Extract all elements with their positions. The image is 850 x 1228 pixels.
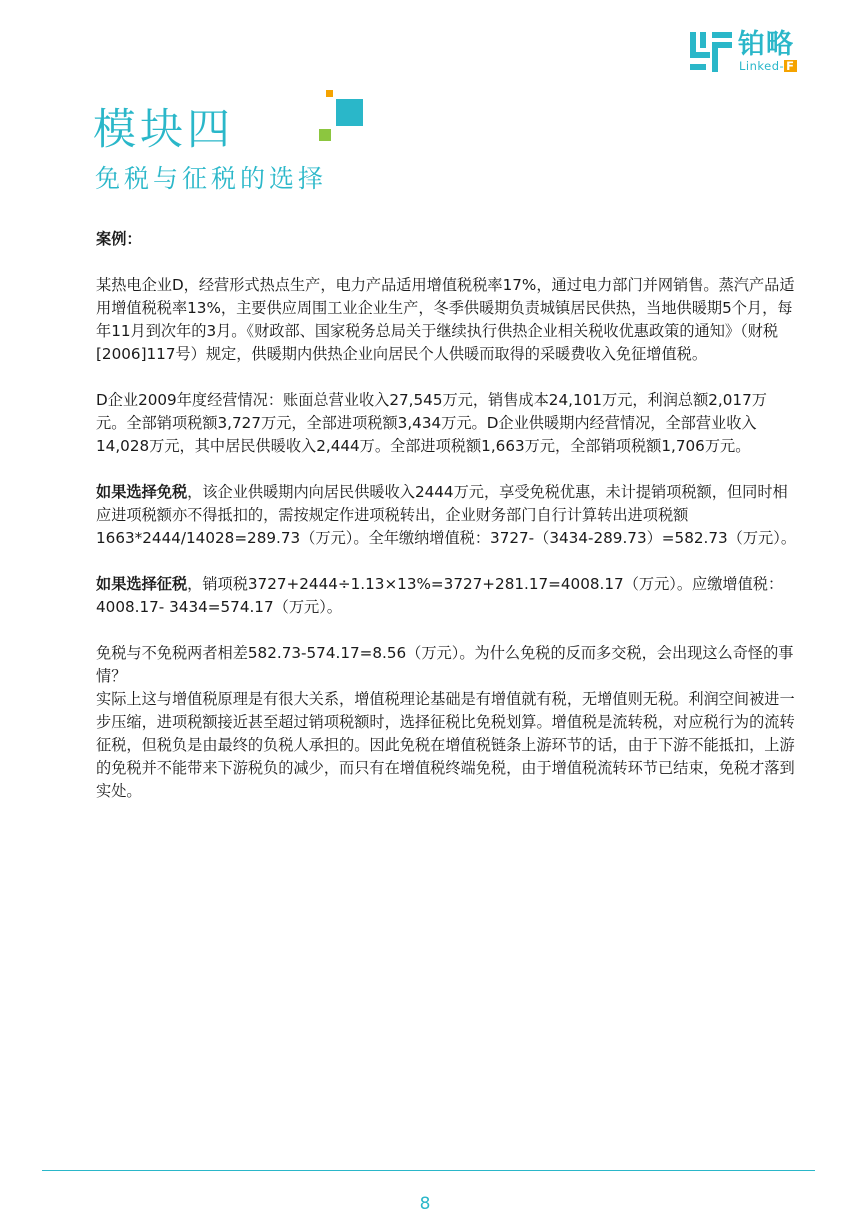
paragraph-comparison: 免税与不免税两者相差582.73-574.17=8.56（万元）。为什么免税的反而多交税，会出现这么奇怪的事情？ xyxy=(96,644,794,685)
exempt-option-heading: 如果选择免税 xyxy=(96,483,188,501)
logo-f-badge: F xyxy=(786,59,795,73)
module-title: 模块四 xyxy=(93,105,234,155)
case-label: 案例： xyxy=(96,230,142,248)
decor-square-green xyxy=(319,129,331,141)
linked-f-logo-mark-icon xyxy=(690,32,732,72)
paragraph-explanation: 实际上这与增值税原理是有很大关系，增值税理论基础是有增值就有税，无增值则无税。利润空间被进一步压缩，进项税额接近甚至超过销项税额时，选择征税比免税划算。增值税是流转税，对应税行为的流转征税，但税负是由最终的负税人承担的。因此免税在增值税链条上游环节的话，由于下游不能抵扣，上游的免税并不能带来下游税负的减少，而只有在增值税终端免税，由于增值税流转环节已结束，免税才落到实处。 xyxy=(96,690,795,800)
document-body xyxy=(96,228,796,803)
footer-divider xyxy=(42,1170,815,1171)
company-logo xyxy=(690,30,820,76)
taxable-option-text: ，销项税3727+2444÷1.13×13%=3727+281.17=4008.17（万元）。应缴增值税：4008.17- 3434=574.17（万元）。 xyxy=(96,575,784,616)
logo-chinese-name: 铂略 xyxy=(738,29,794,60)
paragraph-taxable-option xyxy=(96,573,796,619)
taxable-option-heading: 如果选择征税 xyxy=(96,575,188,593)
decor-square-orange xyxy=(326,90,333,97)
decor-square-blue xyxy=(336,99,363,126)
exempt-option-text: ，该企业供暖期内向居民供暖收入2444万元，享受免税优惠，未计提销项税额，但同时相应进项税额亦不得抵扣的，需按规定作进项税转出，企业财务部门自行计算转出进项税额1663*2444/14028=289.73（万元）。全年缴纳增值税：3727-（3434-289.73）=582.73（万元）。 xyxy=(96,483,797,547)
logo-english-name xyxy=(739,60,797,73)
paragraph-2009-operations: D企业2009年度经营情况：账面总营业收入27,545万元，销售成本24,101万元，利润总额2,017万元。全部销项税额3,727万元，全部进项税额3,434万元。D企业供暖期内经营情况，全部营业收入14,028万元，其中居民供暖收入2,444万。全部进项税额1,663万元，全部销项税额1,706万元。 xyxy=(96,391,767,455)
module-subtitle: 免税与征税的选择 xyxy=(95,164,328,193)
paragraph-exempt-option xyxy=(96,481,796,550)
paragraph-company-background: 某热电企业D，经营形式热点生产，电力产品适用增值税税率17%，通过电力部门并网销售。蒸汽产品适用增值税税率13%，主要供应周围工业企业生产，冬季供暖期负责城镇居民供热，当地供暖期5个月，每年11月到次年的3月。《财政部、国家税务总局关于继续执行供热企业相关税收优惠政策的通知》（财税[2006]117号）规定，供暖期内供热企业向居民个人供暖而取得的采暖费收入免征增值税。 xyxy=(96,276,795,363)
page-number: 8 xyxy=(419,1194,431,1214)
logo-english-text: Linked- xyxy=(739,59,785,73)
